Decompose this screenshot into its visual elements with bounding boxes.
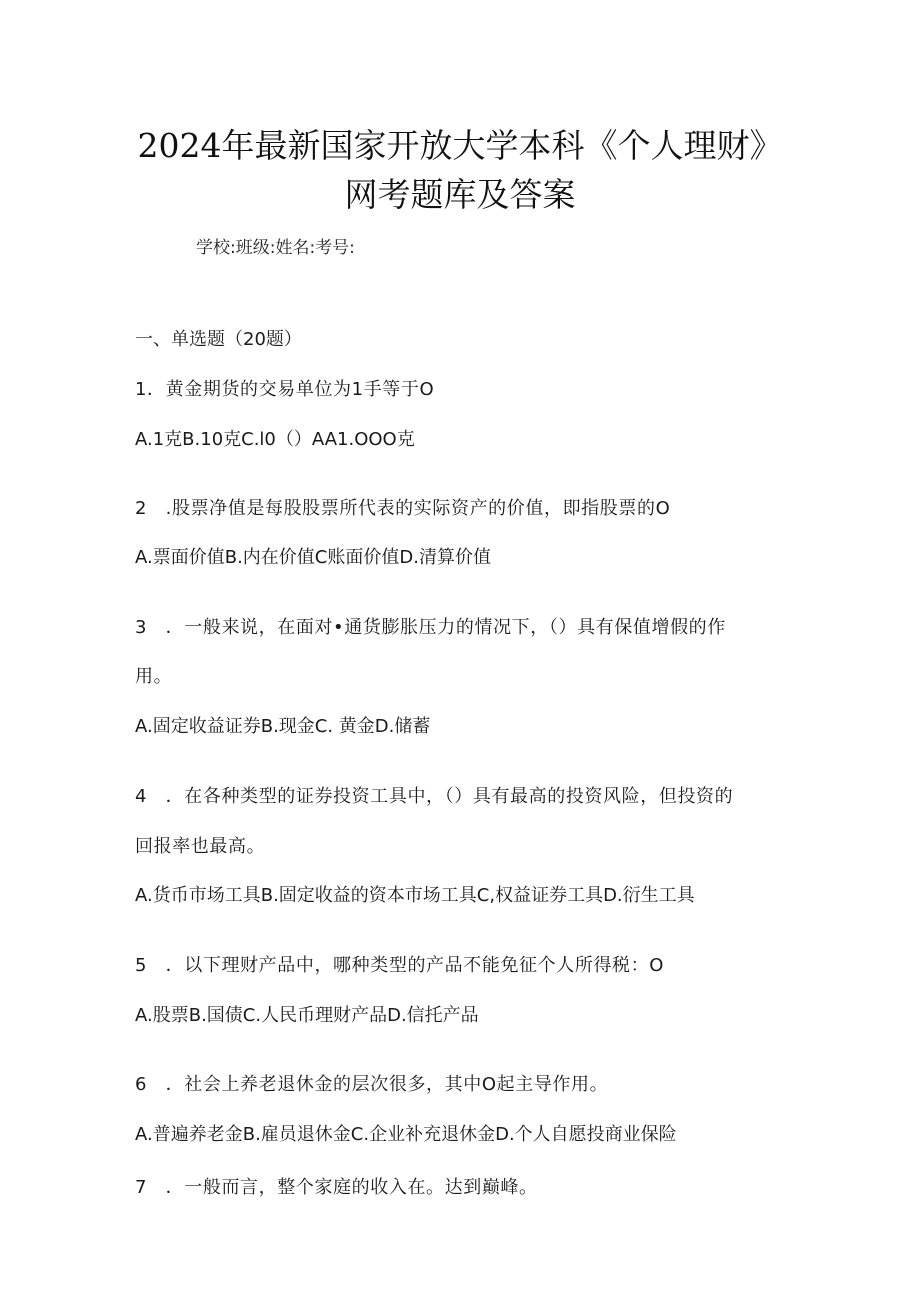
question-2-stem: 2 .股票净值是每股股票所代表的实际资产的价值，即指股票的O (135, 498, 671, 519)
question-4-options: A.货币市场工具B.固定收益的资本市场工具C,权益证券工具D.衍生工具 (135, 885, 695, 906)
question-6-options: A.普遍养老金B.雇员退休金C.企业补充退休金D.个人自愿投商业保险 (135, 1124, 677, 1145)
question-3-options: A.固定收益证券B.现金C. 黄金D.储蓄 (135, 716, 431, 737)
question-7-stem: 7 ．一般而言，整个家庭的收入在。达到巅峰。 (135, 1177, 538, 1198)
document-title-line2: 网考题库及答案 (344, 175, 576, 214)
question-4-stem-line2: 回报率也最高。 (135, 836, 266, 857)
question-4-stem-line1: 4 ．在各种类型的证券投资工具中，（）具有最高的投资风险，但投资的 (135, 786, 734, 807)
question-2-options: A.票面价值B.内在价值C账面价值D.清算价值 (135, 547, 491, 568)
question-1-options: A.1克B.10克C.l0（）AA1.OOO克 (135, 429, 415, 450)
question-3-stem-line1: 3 ．一般来说，在面对•通货膨胀压力的情况下，（）具有保值增假的作 (135, 617, 726, 638)
question-5-stem: 5 ．以下理财产品中，哪种类型的产品不能免征个人所得税：O (135, 955, 665, 976)
question-5-options: A.股票B.国债C.人民币理财产品D.信托产品 (135, 1005, 479, 1026)
question-3-stem-line2: 用。 (135, 666, 173, 687)
student-info-line: 学校:班级:姓名:考号: (196, 238, 355, 258)
section-heading: 一、单选题（20题） (135, 329, 302, 350)
document-title-line1: 2024年最新国家开放大学本科《个人理财》 (137, 126, 783, 165)
question-6-stem: 6 ．社会上养老退休金的层次很多，其中O起主导作用。 (135, 1074, 609, 1095)
question-1-stem: 1．黄金期货的交易单位为1手等于O (135, 379, 435, 400)
